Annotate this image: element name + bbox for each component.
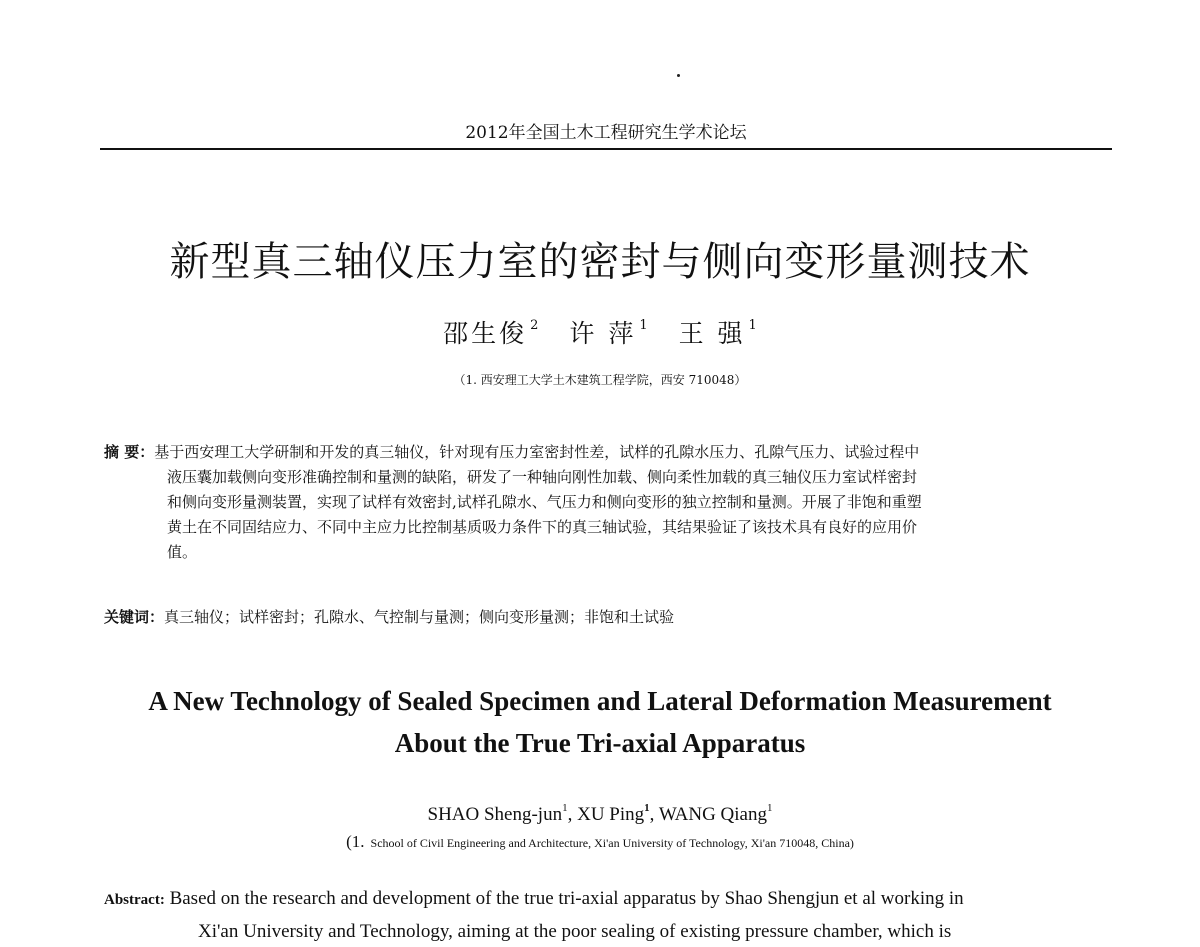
english-author-2 <box>577 804 659 825</box>
abstract-line <box>104 883 1116 916</box>
chinese-author-2 <box>569 319 647 348</box>
author-affil-mark: 1 <box>644 802 650 814</box>
affiliation-text: School of Civil Engineering and Architecture, Xi'an University of Technology, Xi'an 710048, China) <box>370 836 854 850</box>
author-name: 邵生俊 <box>443 319 528 348</box>
abstract-label: 摘 要： <box>104 443 155 461</box>
chinese-author-1 <box>443 319 538 348</box>
keywords-label: 关键词： <box>104 608 165 626</box>
english-author-3 <box>659 804 773 825</box>
english-title <box>0 680 1200 764</box>
running-header: 2012年全国土木工程研究生学术论坛 <box>100 118 1112 150</box>
english-author-1 <box>428 804 578 825</box>
abstract-text: Based on the research and development of the true tri-axial apparatus by Shao Shengjun et al working in <box>169 888 964 909</box>
chinese-keywords <box>104 606 1116 627</box>
abstract-line: 黄土在不同固结应力、不同中主应力比控制基质吸力条件下的真三轴试验，其结果验证了该技术具有良好的应用价 <box>167 518 918 536</box>
author-name: SHAO Sheng-jun <box>427 804 563 825</box>
author-name: 许 萍 <box>569 319 637 348</box>
author-separator: , <box>567 804 578 825</box>
chinese-authors <box>0 314 1200 350</box>
abstract-line: 值。 <box>167 543 198 561</box>
affiliation-number: (1. <box>346 832 365 851</box>
chinese-author-3 <box>679 319 757 348</box>
author-name: WANG Qiang <box>658 804 767 825</box>
author-name: XU Ping <box>577 804 645 825</box>
author-affil-mark: 1 <box>748 318 757 333</box>
english-affiliation <box>0 832 1200 852</box>
chinese-abstract <box>104 440 1116 565</box>
abstract-text: 基于西安理工大学研制和开发的真三轴仪，针对现有压力室密封性差，试样的孔隙水压力、孔隙气压力、试验过程中 <box>154 443 920 461</box>
keywords-text: 真三轴仪；试样密封；孔隙水、气控制与量测；侧向变形量测；非饱和土试验 <box>164 608 675 626</box>
abstract-line: Xi'an University and Technology, aiming at the poor sealing of existing pressure chamber, which is <box>198 921 952 942</box>
english-authors <box>0 802 1200 826</box>
english-title-line: About the True Tri-axial Apparatus <box>394 728 806 758</box>
author-affil-mark: 1 <box>639 318 648 333</box>
author-affil-mark: 1 <box>562 802 568 814</box>
english-abstract <box>104 883 1116 947</box>
abstract-label: Abstract: <box>104 892 165 908</box>
abstract-line: 和侧向变形量测装置，实现了试样有效密封,试样孔隙水、气压力和侧向变形的独立控制和量测。开展了非饱和重塑 <box>167 493 922 511</box>
abstract-line: 液压囊加载侧向变形准确控制和量测的缺陷，研发了一种轴向刚性加载、侧向柔性加载的真三轴仪压力室试样密封 <box>167 468 918 486</box>
abstract-line <box>104 440 1116 465</box>
author-affil-mark: 2 <box>530 318 539 333</box>
english-title-line: A New Technology of Sealed Specimen and Lateral Deformation Measurement <box>148 686 1052 716</box>
chinese-title: 新型真三轴仪压力室的密封与侧向变形量测技术 <box>169 238 1031 285</box>
author-separator: , <box>649 804 659 825</box>
chinese-affiliation: （1. 西安理工大学土木建筑工程学院，西安 710048） <box>453 373 747 387</box>
author-name: 王 强 <box>678 319 746 348</box>
scan-dot <box>677 74 680 77</box>
author-affil-mark: 1 <box>767 802 773 814</box>
